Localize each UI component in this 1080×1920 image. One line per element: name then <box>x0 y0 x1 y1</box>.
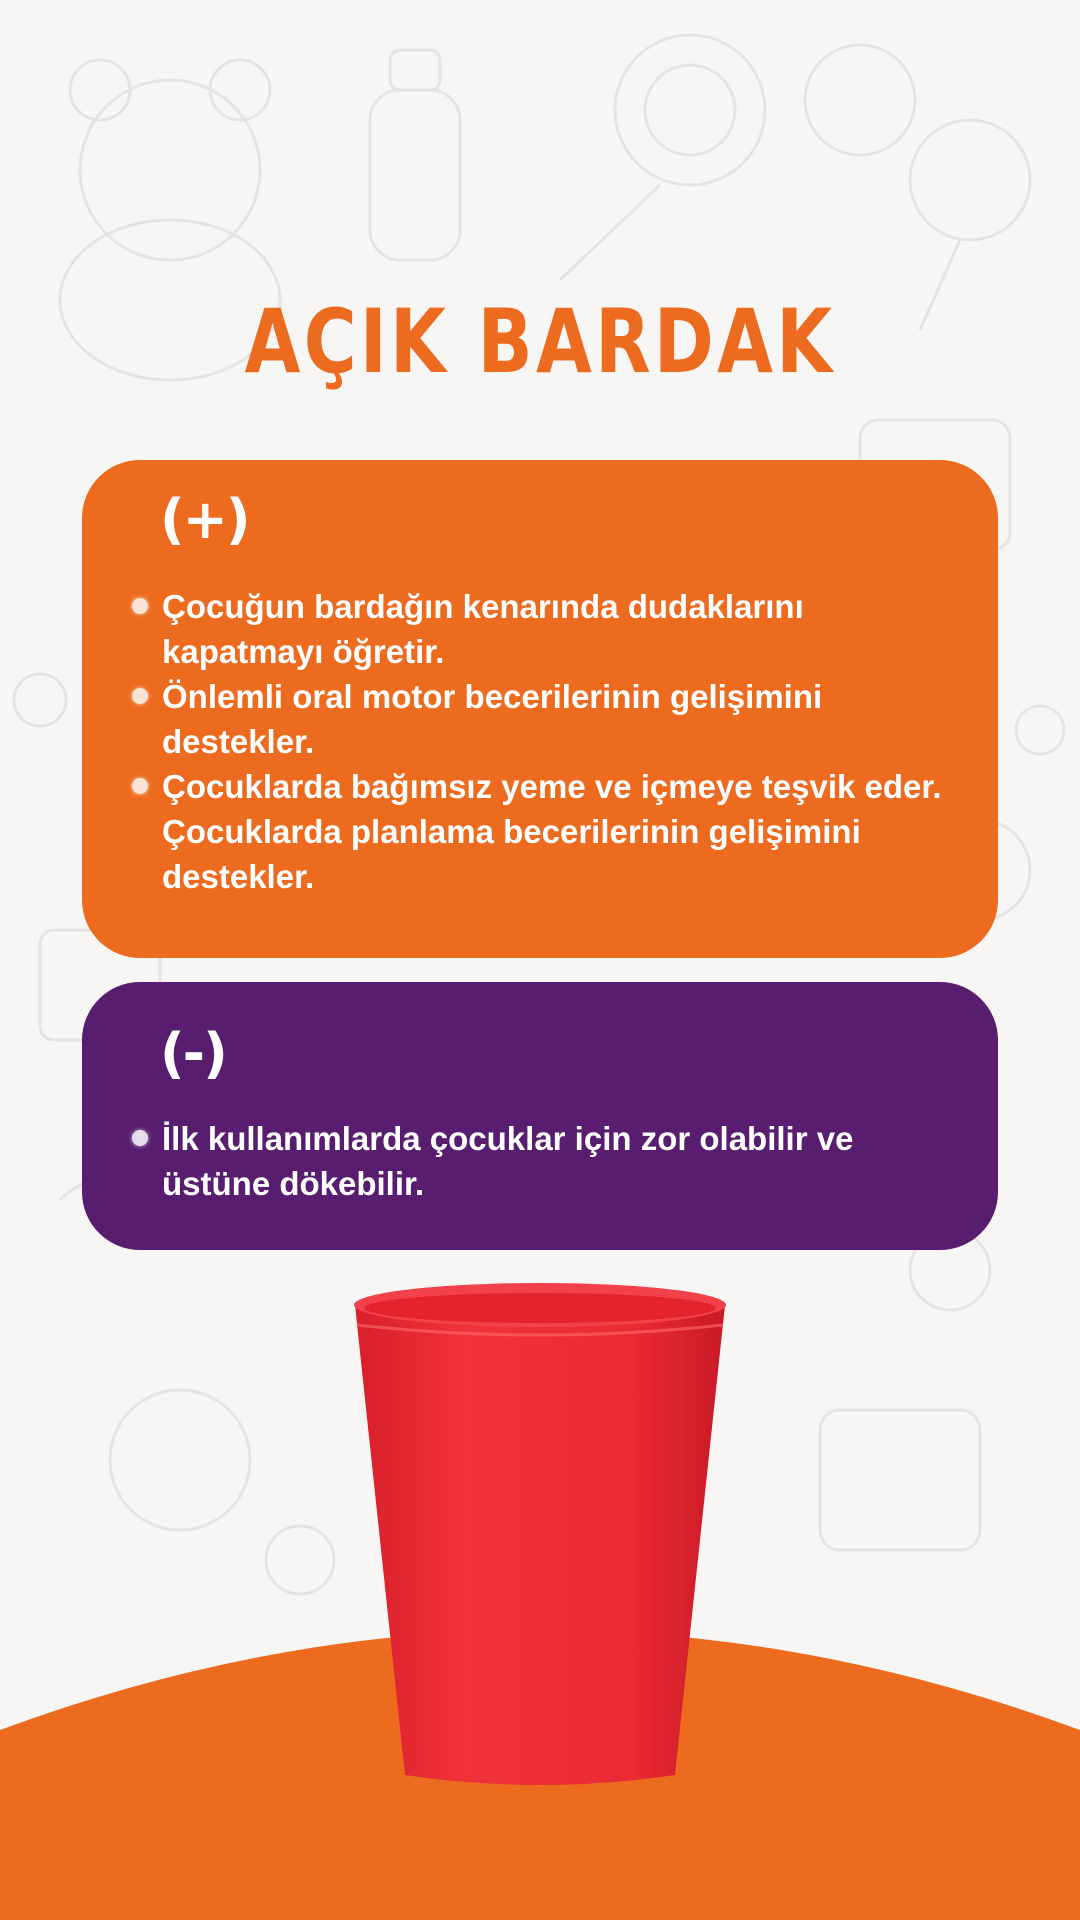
list-item-text: Çocuklarda bağımsız yeme ve içmeye teşvik eder. <box>162 768 942 805</box>
bullet-icon <box>132 778 148 794</box>
cons-list <box>162 1116 948 1206</box>
plus-sign: (+) <box>160 488 249 551</box>
pros-list <box>162 584 948 899</box>
minus-sign: (-) <box>160 1022 226 1085</box>
red-cup-icon <box>345 1270 735 1810</box>
page-title: AÇIK BARDAK <box>244 290 836 393</box>
bullet-icon <box>132 688 148 704</box>
list-item-text: İlk kullanımlarda çocuklar için zor olabilir ve üstüne dökebilir. <box>162 1120 854 1202</box>
list-item <box>162 584 948 674</box>
bullet-icon <box>132 598 148 614</box>
list-item <box>162 1116 948 1206</box>
bullet-icon <box>132 1130 148 1146</box>
list-item <box>162 674 948 764</box>
list-item <box>162 809 948 899</box>
pros-card <box>82 460 998 958</box>
list-item-text: Çocuğun bardağın kenarında dudaklarını kapatmayı öğretir. <box>162 588 804 670</box>
cons-card <box>82 982 998 1250</box>
list-item-text: Çocuklarda planlama becerilerinin gelişimini destekler. <box>162 813 861 895</box>
list-item <box>162 764 948 809</box>
list-item-text: Önlemli oral motor becerilerinin gelişimini destekler. <box>162 678 823 760</box>
